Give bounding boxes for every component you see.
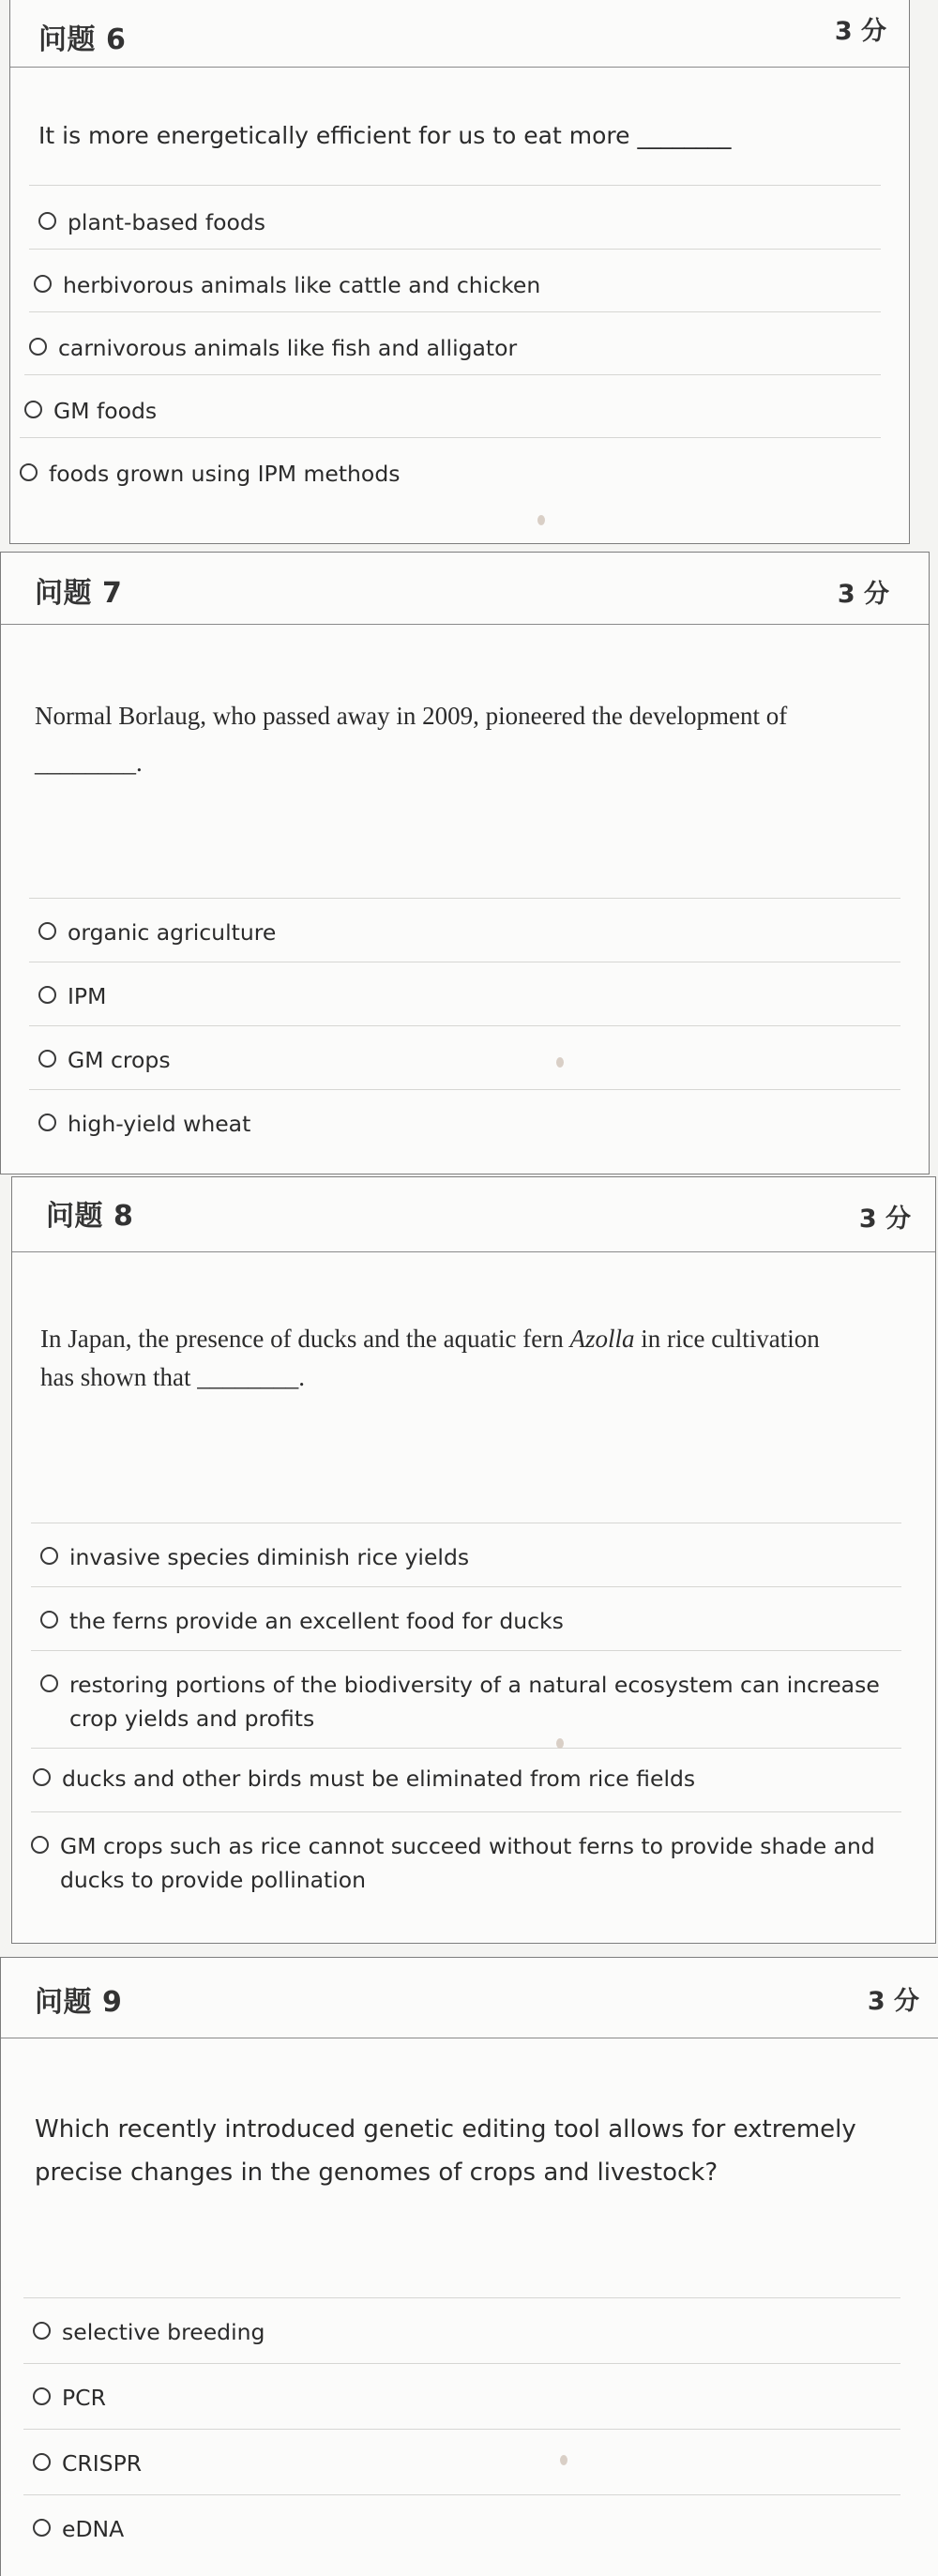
answer-label: carnivorous animals like fish and alligator	[58, 335, 518, 361]
radio-button[interactable]	[20, 463, 38, 481]
question-text	[35, 695, 900, 783]
answer-option[interactable]	[29, 185, 881, 249]
answer-label: GM crops	[68, 1047, 171, 1073]
radio-button[interactable]	[38, 986, 56, 1004]
radio-button[interactable]	[34, 275, 52, 293]
species-name: Azolla	[569, 1325, 635, 1353]
question-header	[1, 553, 929, 625]
question-text	[40, 1318, 907, 1398]
answer-option[interactable]	[23, 2429, 900, 2494]
paper-speck	[537, 515, 545, 525]
question-text-part: in rice cultivation	[634, 1325, 820, 1353]
question-points: 3 分	[867, 1987, 919, 2016]
answer-option[interactable]	[31, 1523, 901, 1586]
answer-option[interactable]	[29, 962, 900, 1025]
answer-option[interactable]	[29, 1025, 900, 1089]
question-card-7	[0, 552, 930, 1174]
answer-label: restoring portions of the biodiversity of a natural ecosystem can increase crop yields and profits	[69, 1672, 880, 1732]
question-header	[10, 0, 909, 68]
answer-option[interactable]	[23, 2363, 900, 2429]
question-text-line	[40, 1318, 907, 1359]
answer-option[interactable]	[29, 1089, 900, 1164]
answer-option[interactable]	[23, 2494, 900, 2560]
radio-button[interactable]	[38, 1050, 56, 1068]
radio-button[interactable]	[24, 401, 42, 418]
question-text-line: ________.	[35, 749, 143, 777]
question-card-9	[0, 1957, 938, 2576]
answer-option[interactable]	[29, 898, 900, 962]
question-text	[35, 2108, 910, 2194]
answer-list	[23, 2297, 900, 2560]
answer-label: eDNA	[62, 2516, 125, 2542]
radio-button[interactable]	[38, 1114, 56, 1131]
question-text-part: In Japan, the presence of ducks and the aquatic fern	[40, 1325, 570, 1353]
answer-label: selective breeding	[62, 2319, 265, 2345]
answer-label: the ferns provide an excellent food for ducks	[69, 1608, 564, 1634]
answer-label: GM foods	[53, 398, 158, 424]
question-text-line: has shown that ________.	[40, 1363, 305, 1391]
radio-button[interactable]	[33, 2519, 51, 2537]
answer-label: CRISPR	[62, 2450, 143, 2477]
question-points: 3 分	[858, 1205, 911, 1234]
answer-label: ducks and other birds must be eliminated from rice fields	[62, 1765, 696, 1792]
radio-button[interactable]	[33, 2322, 51, 2340]
answer-label: organic agriculture	[68, 919, 277, 946]
question-points: 3 分	[834, 17, 886, 46]
question-points: 3 分	[837, 580, 889, 609]
answer-option[interactable]	[31, 1748, 901, 1811]
answer-option[interactable]	[24, 374, 881, 437]
question-title: 问题 8	[46, 1200, 134, 1233]
radio-button[interactable]	[33, 2387, 51, 2405]
paper-speck	[556, 1057, 564, 1068]
question-header	[1, 1958, 938, 2038]
answer-label: invasive species diminish rice yields	[69, 1544, 470, 1570]
answer-option[interactable]	[20, 437, 881, 522]
question-title: 问题 6	[38, 23, 127, 56]
radio-button[interactable]	[33, 1768, 51, 1786]
question-text-line: Which recently introduced genetic editing tool allows for extremely	[35, 2115, 856, 2144]
radio-button[interactable]	[33, 2453, 51, 2471]
question-title: 问题 9	[35, 1986, 123, 2019]
radio-button[interactable]	[38, 922, 56, 940]
answer-label: plant-based foods	[68, 209, 266, 235]
radio-button[interactable]	[38, 212, 56, 230]
answer-label: foods grown using IPM methods	[49, 461, 401, 487]
paper-speck	[556, 1738, 564, 1749]
answer-label: PCR	[62, 2385, 106, 2411]
answer-option[interactable]	[29, 249, 881, 311]
answer-option[interactable]	[31, 1650, 901, 1748]
radio-button[interactable]	[40, 1611, 58, 1629]
answer-label: herbivorous animals like cattle and chicken	[63, 272, 541, 298]
answer-list	[31, 1523, 901, 1924]
paper-speck	[560, 2455, 567, 2465]
answer-option[interactable]	[23, 2297, 900, 2363]
answer-list	[29, 898, 900, 1164]
radio-button[interactable]	[40, 1547, 58, 1565]
radio-button[interactable]	[40, 1674, 58, 1692]
radio-button[interactable]	[31, 1836, 49, 1854]
answer-label: high-yield wheat	[68, 1111, 251, 1137]
question-header	[12, 1177, 935, 1252]
question-text-line: Normal Borlaug, who passed away in 2009, pioneered the development of	[35, 702, 788, 730]
answer-option[interactable]	[31, 1811, 901, 1924]
question-title: 问题 7	[35, 577, 123, 610]
answer-list	[29, 185, 881, 522]
answer-label: GM crops such as rice cannot succeed without ferns to provide shade and ducks to provide pollination	[60, 1833, 875, 1893]
answer-label: IPM	[68, 983, 107, 1009]
question-text-line: precise changes in the genomes of crops and livestock?	[35, 2159, 719, 2187]
radio-button[interactable]	[29, 338, 47, 356]
question-card-6	[9, 0, 910, 544]
answer-option[interactable]	[29, 311, 881, 374]
question-card-8	[11, 1176, 936, 1944]
answer-option[interactable]	[31, 1586, 901, 1650]
question-text: It is more energetically efficient for us to eat more ________	[38, 122, 732, 149]
